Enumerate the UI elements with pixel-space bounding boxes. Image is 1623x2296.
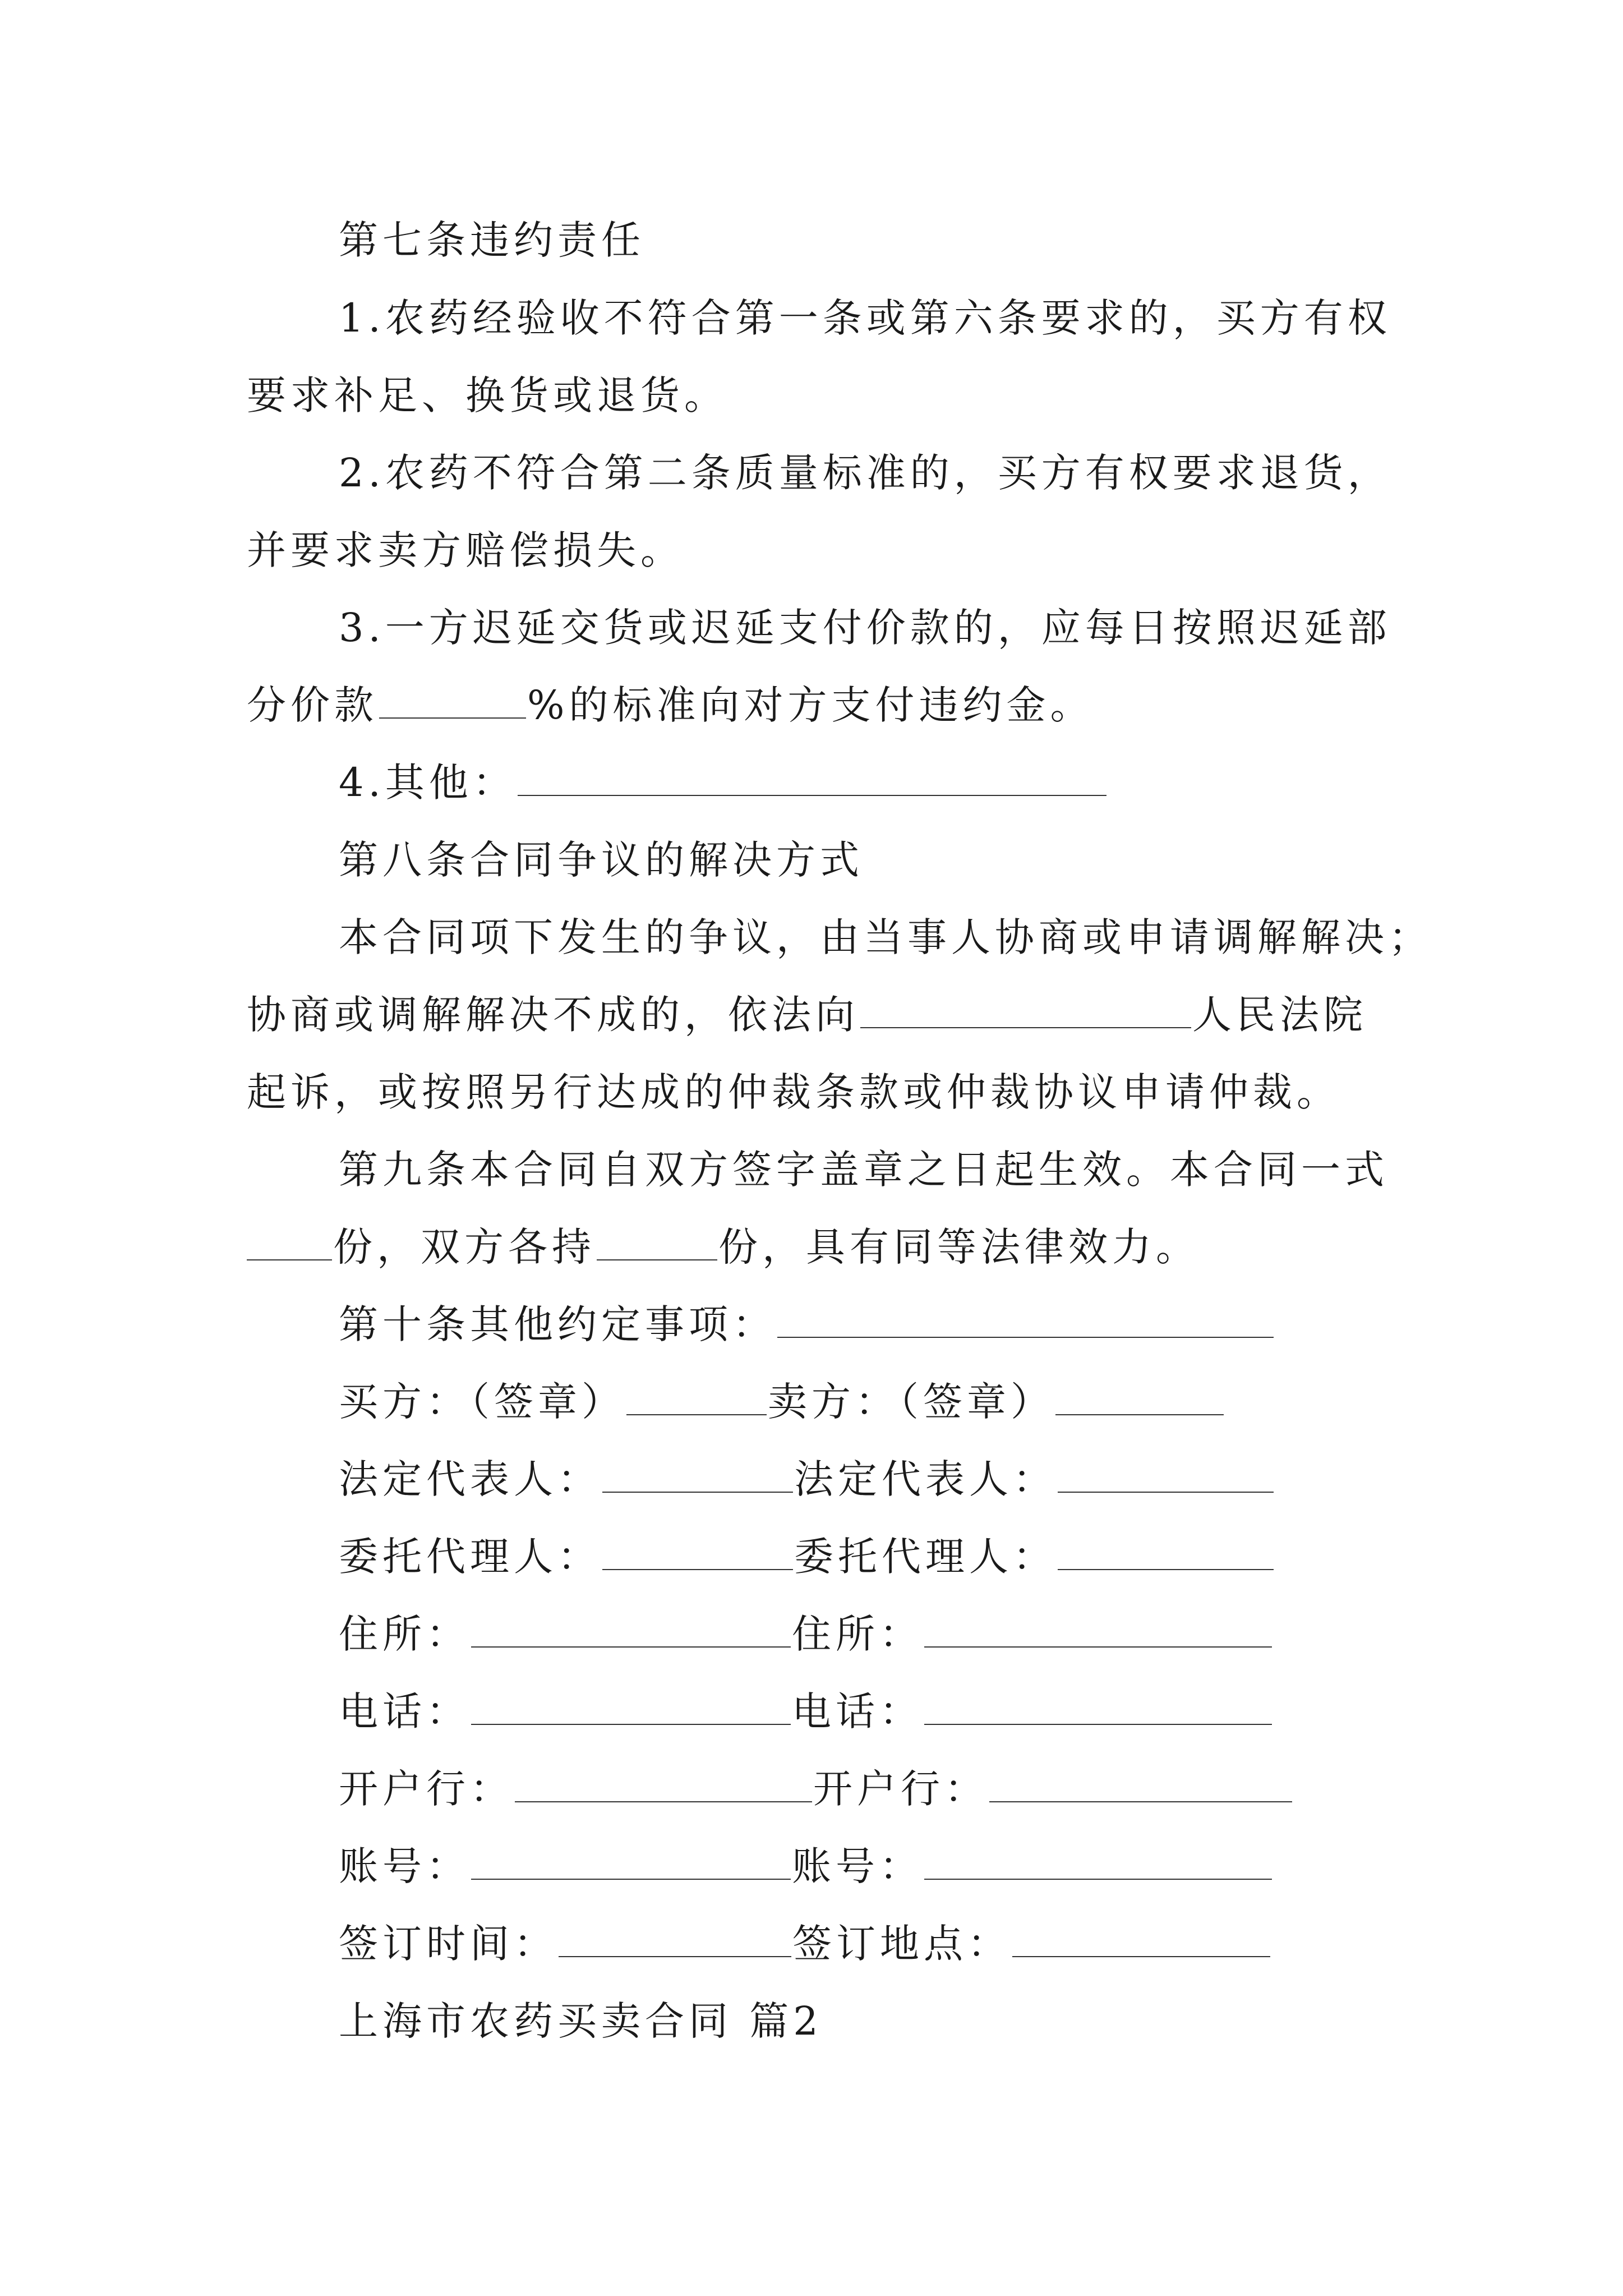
- agent-right-blank: [1058, 1534, 1274, 1570]
- account-left-blank: [471, 1844, 791, 1880]
- legal-rep-left-blank: [602, 1457, 793, 1493]
- sign-agent: [339, 1529, 1275, 1585]
- sign-time-place: [339, 1916, 1271, 1972]
- account-right-blank: [924, 1844, 1272, 1880]
- article8-line2-text-a: 协商或调解解决不成的，依法向: [247, 992, 859, 1038]
- legal-rep-left-label: 法定代表人：: [339, 1456, 601, 1502]
- article7-item2-line2: 并要求卖方赔偿损失。: [247, 527, 684, 573]
- address-right-blank: [924, 1612, 1272, 1648]
- article9-line1: 第九条本合同自双方签字盖章之日起生效。本合同一式: [339, 1147, 1389, 1193]
- bank-left-label: 开户行：: [339, 1766, 514, 1812]
- bank-right-blank: [989, 1766, 1292, 1802]
- item4-label: 4.其他：: [339, 760, 517, 806]
- buyer-label: 买方：（签章）: [339, 1379, 625, 1425]
- address-left-blank: [471, 1612, 791, 1648]
- sign-address: [339, 1606, 1273, 1662]
- article8-line1: 本合同项下发生的争议，由当事人协商或申请调解解决；: [339, 914, 1432, 960]
- legal-rep-right-label: 法定代表人：: [794, 1456, 1057, 1502]
- copies-each-blank: [597, 1225, 717, 1260]
- penalty-rate-blank: [379, 683, 526, 719]
- next-section-title: 上海市农药买卖合同 篇2: [339, 1998, 823, 2044]
- article8-heading: 第八条合同争议的解决方式: [339, 837, 864, 883]
- buyer-sign-blank: [626, 1379, 767, 1415]
- address-left-label: 住所：: [339, 1611, 470, 1657]
- phone-right-blank: [924, 1689, 1272, 1725]
- address-right-label: 住所：: [792, 1611, 923, 1657]
- agent-left-label: 委托代理人：: [339, 1534, 601, 1580]
- phone-left-blank: [471, 1689, 791, 1725]
- bank-right-label: 开户行：: [813, 1766, 988, 1812]
- article8-line3: 起诉，或按照另行达成的仲裁条款或仲裁协议申请仲裁。: [247, 1069, 1340, 1115]
- copies-total-blank: [247, 1225, 332, 1260]
- article7-item4: [339, 754, 1108, 811]
- sign-time-blank: [559, 1921, 791, 1957]
- article7-item1-line2: 要求补足、换货或退货。: [247, 372, 728, 418]
- account-left-label: 账号：: [339, 1843, 470, 1889]
- article7-item3-line2: [247, 677, 1094, 733]
- article10-label: 第十条其他约定事项：: [339, 1301, 776, 1347]
- article7-heading: 第七条违约责任: [339, 217, 645, 263]
- agent-right-label: 委托代理人：: [794, 1534, 1057, 1580]
- item3-text-b: %的标准向对方支付违约金。: [527, 682, 1094, 728]
- court-name-blank: [860, 992, 1191, 1028]
- sign-legal-rep: [339, 1451, 1275, 1507]
- other-terms-blank: [518, 760, 1106, 796]
- agent-left-blank: [602, 1534, 793, 1570]
- article8-line2-text-b: 人民法院: [1192, 992, 1367, 1038]
- article10-line: [339, 1296, 1275, 1352]
- legal-rep-right-blank: [1058, 1457, 1274, 1493]
- article8-line2: [247, 987, 1367, 1043]
- sign-buyer-seller: [339, 1374, 1225, 1430]
- article7-item3-line1: 3.一方迟延交货或迟延支付价款的，应每日按照迟延部: [339, 605, 1391, 651]
- bank-left-blank: [515, 1766, 812, 1802]
- sign-place-label: 签订地点：: [792, 1921, 1011, 1967]
- account-right-label: 账号：: [792, 1843, 923, 1889]
- article7-item1-line1: 1.农药经验收不符合第一条或第六条要求的，买方有权: [339, 295, 1391, 341]
- phone-right-label: 电话：: [792, 1688, 923, 1734]
- sign-bank: [339, 1761, 1293, 1817]
- phone-left-label: 电话：: [339, 1688, 470, 1734]
- article7-item2-line1: 2.农药不符合第二条质量标准的，买方有权要求退货，: [339, 450, 1391, 496]
- other-matters-blank: [777, 1302, 1274, 1338]
- sign-account: [339, 1838, 1273, 1894]
- article9-line2-text-b: 份，具有同等法律效力。: [718, 1224, 1200, 1270]
- sign-time-label: 签订时间：: [339, 1921, 557, 1967]
- seller-label: 卖方：（签章）: [768, 1379, 1054, 1425]
- seller-sign-blank: [1055, 1379, 1224, 1415]
- sign-place-blank: [1012, 1921, 1270, 1957]
- article9-line2: [247, 1219, 1200, 1275]
- sign-phone: [339, 1683, 1273, 1740]
- article9-line2-text-a: 份，双方各持: [333, 1224, 596, 1270]
- item3-text-a: 分价款: [247, 682, 378, 728]
